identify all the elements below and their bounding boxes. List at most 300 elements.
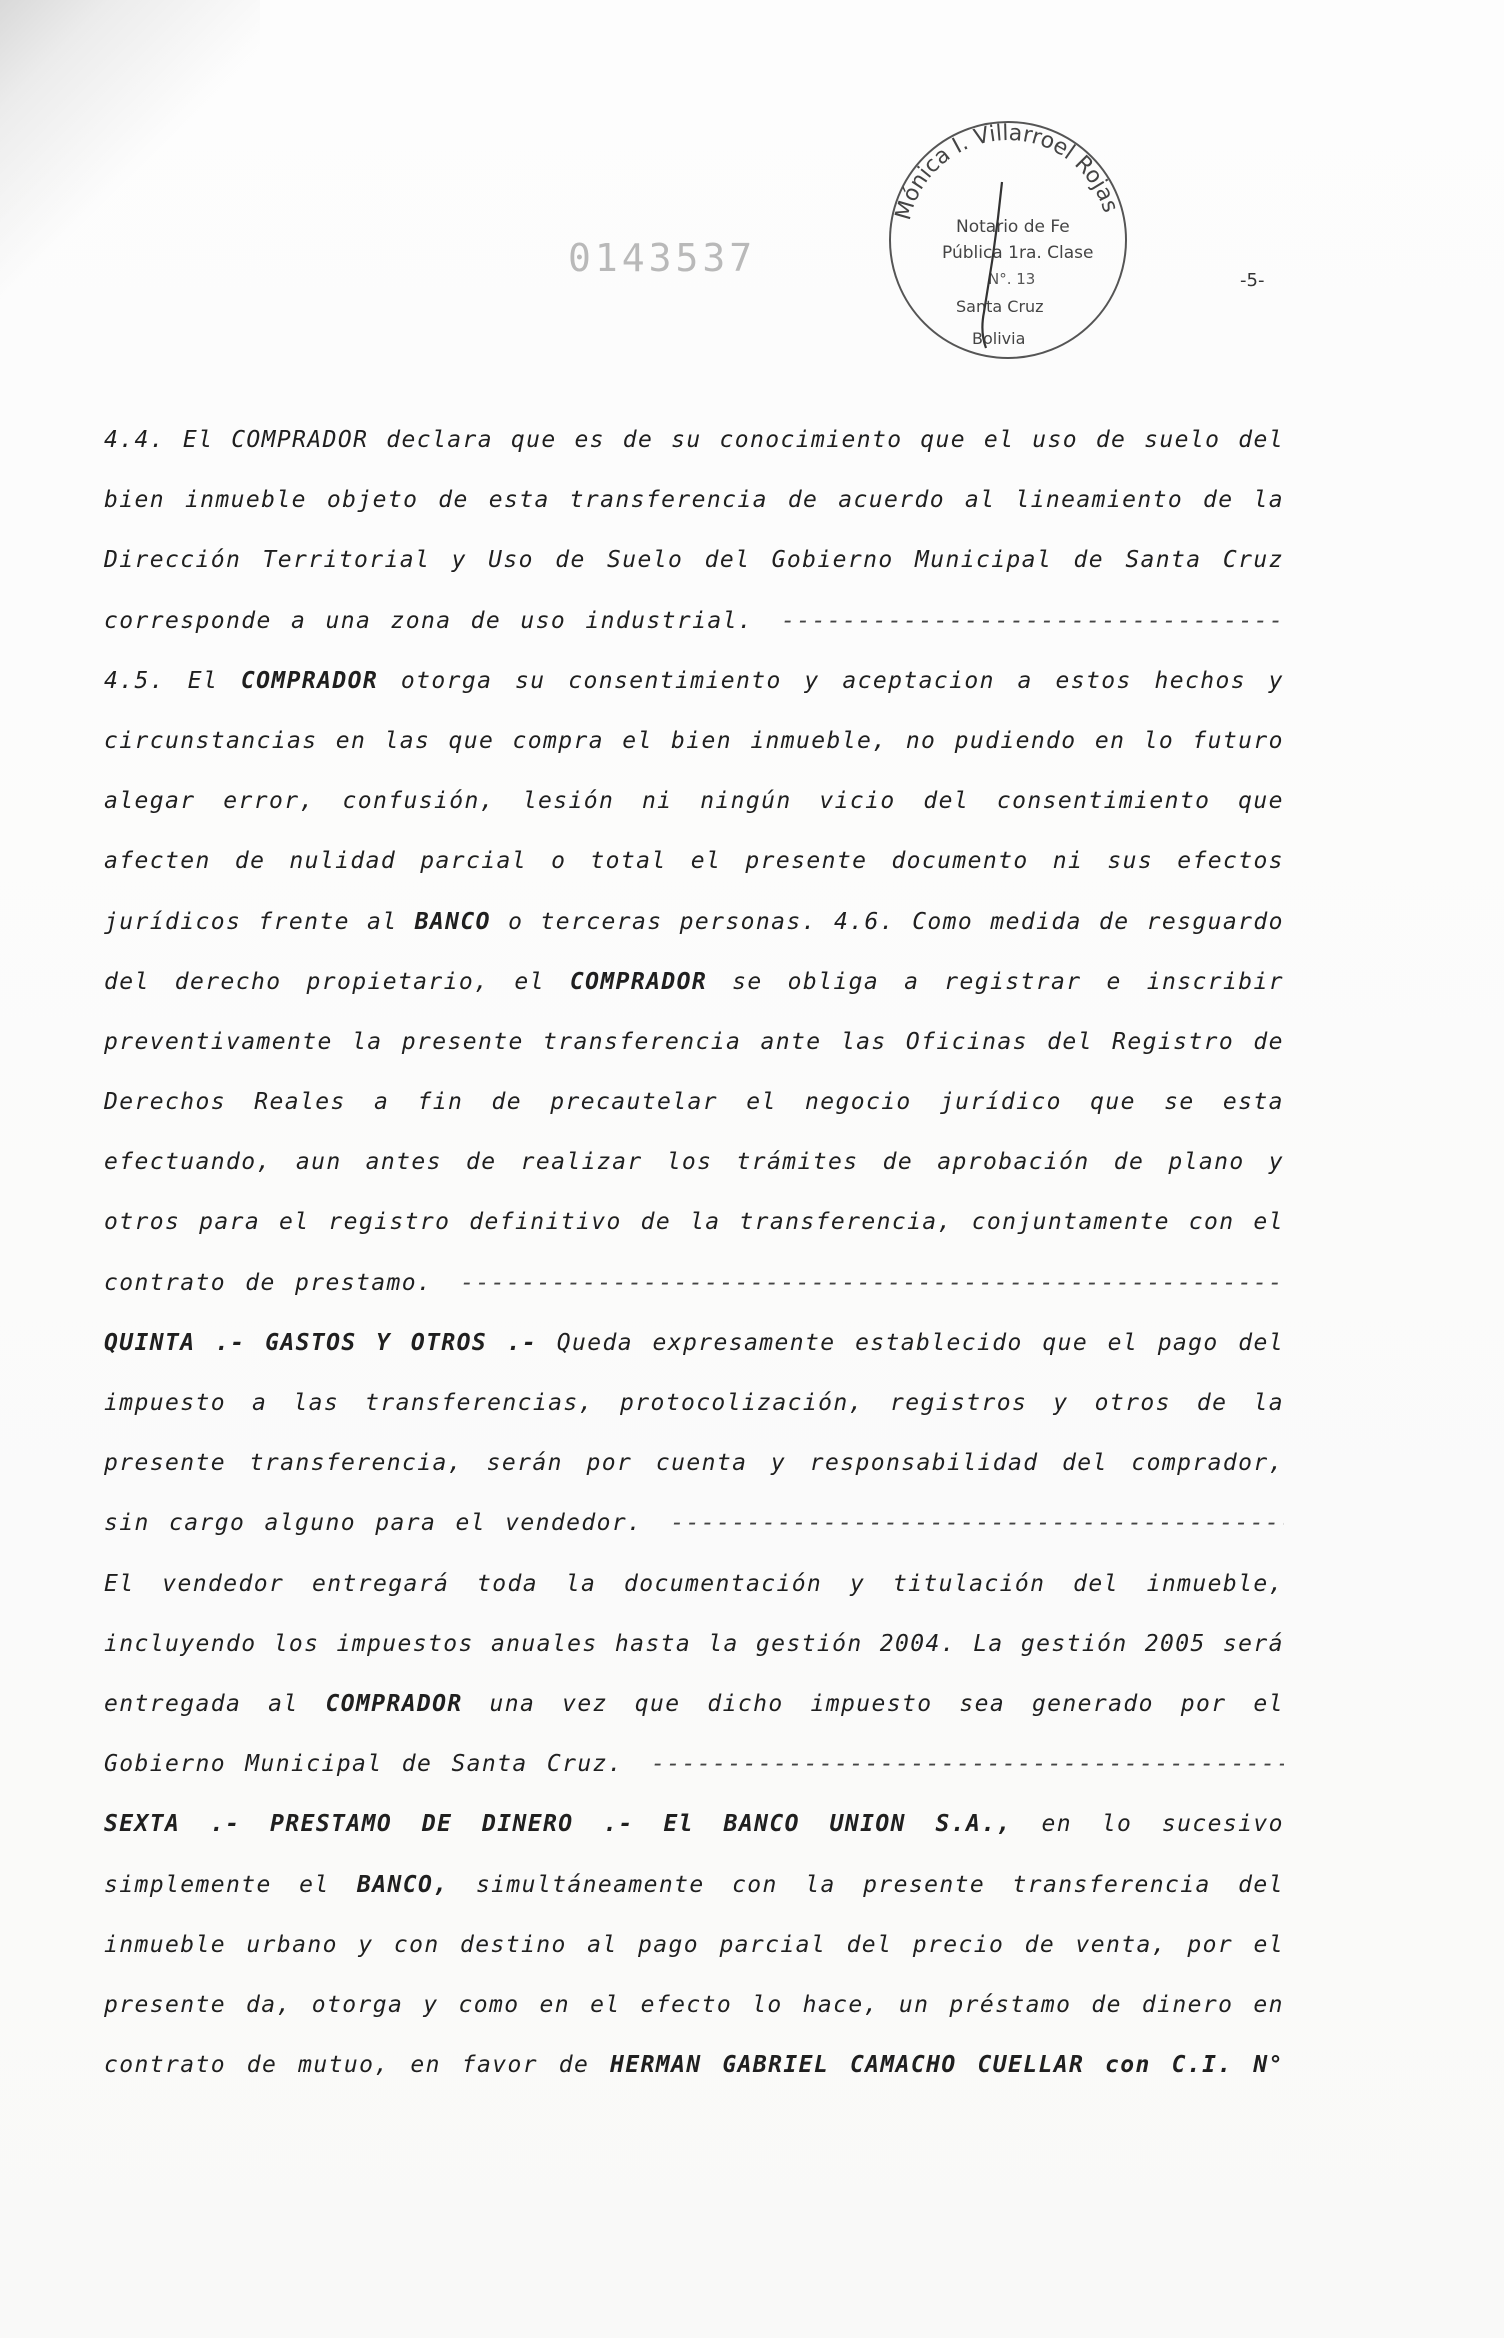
word: consentimiento [996,788,1211,815]
word: BANCO, [357,1871,449,1898]
word: serán [486,1450,563,1477]
word: y [423,1991,439,2018]
word: SEXTA [104,1811,181,1838]
word: ningún [700,788,792,815]
word: los [666,1149,713,1176]
word: sea [959,1690,1006,1717]
word: hasta [614,1630,692,1657]
word: inmueble, [1146,1570,1284,1597]
word: el [1253,1209,1284,1236]
word: presente [745,848,868,875]
dash-filler [670,1493,1284,1553]
word: pago [1157,1329,1219,1356]
word: del [1238,1871,1284,1898]
word: que [1238,788,1284,815]
word: QUINTA [104,1329,196,1356]
word: inmueble [104,1931,226,1958]
word: o [508,908,524,935]
word: trámites [736,1149,859,1176]
word: transferencia, [739,1209,953,1236]
stamp-number: 0143537 [568,236,757,280]
seal-line-5: Bolivia [972,329,1026,348]
text-line [104,831,1284,891]
word: personas. [679,908,817,935]
word: al [587,1931,618,1958]
word: Reales [254,1089,346,1116]
word: El [663,1811,694,1838]
word: fin [417,1089,464,1116]
word: COMPRADOR [569,968,708,995]
word: no [905,727,937,754]
word: del [1238,427,1284,453]
word: circunstancias [104,727,318,754]
word: efectos [1177,848,1284,875]
word: transferencia [543,1028,742,1055]
word: otros [104,1209,181,1236]
word: será [1222,1630,1284,1657]
page-number: -5- [1240,270,1265,291]
word: de [558,2052,590,2079]
word: CAMACHO [849,2052,957,2079]
document-body [104,410,1284,2095]
word: generado [1031,1690,1154,1717]
text-line [104,892,1284,952]
word: y [770,1450,787,1477]
word: afecten [104,848,211,875]
word: otorga [311,1991,404,2018]
word: declara [386,427,493,453]
word: que [448,727,495,754]
word: presente [104,1991,226,2018]
word: de [1253,1028,1284,1055]
word: se [1164,1089,1195,1116]
word: 4.4. [104,427,165,453]
word: Queda [556,1329,633,1356]
word: bien [671,727,733,754]
word: GASTOS [265,1329,357,1356]
word: Municipal [914,547,1053,574]
word: documento [891,848,1029,875]
word: S.A., [935,1811,1012,1838]
word: entregada [104,1690,242,1717]
word: C.I. [1171,2052,1233,2079]
word: transferencias, [365,1390,594,1416]
word: documentación [623,1570,823,1597]
text-line [104,410,1284,470]
word: que [1042,1329,1089,1356]
word: plano [1168,1149,1245,1176]
word: del [1047,1028,1093,1055]
word: aun [295,1149,342,1176]
word: pago [638,1931,700,1958]
word: antes [365,1149,442,1176]
word: el [690,848,722,875]
word: o [551,848,567,875]
word: consentimiento [568,667,782,694]
word: contrato de prestamo. [104,1269,433,1296]
word: a [252,1390,268,1416]
text-line [104,651,1284,711]
word: realizar [520,1149,643,1176]
word: 2005 [1144,1630,1206,1657]
word: inmueble [184,487,307,514]
word: HERMAN [610,2052,702,2079]
word: que [634,1690,681,1717]
word: al [964,487,996,514]
word: de [882,1149,914,1176]
word: transferencia [569,487,768,514]
word: jurídico [939,1089,1062,1116]
text-line [104,1132,1284,1192]
word: de [1024,1931,1056,1958]
folded-corner-shadow [0,0,260,300]
word: PRESTAMO [270,1811,393,1838]
word: de [246,2052,278,2079]
word: de [234,848,266,875]
word: las [384,727,431,754]
word: del [923,788,970,815]
word: UNION [829,1811,906,1838]
word: inscribir [1146,968,1284,995]
word: cuenta [655,1450,748,1477]
word: Registro [1112,1028,1235,1055]
word: presente [104,1450,226,1477]
word: su [515,667,546,694]
seal-line-3: N°. 13 [988,270,1036,288]
word: lineamiento [1015,487,1184,514]
word: lesión [522,788,615,815]
text-line [104,591,1284,651]
word: de [1073,547,1104,574]
word: y [358,1931,374,1958]
word: .- [209,1811,241,1838]
word: terceras [540,908,663,935]
word: corresponde a una zona de uso industrial. [104,607,754,634]
word: parcial [719,1931,827,1958]
dash-filler [651,1734,1284,1794]
word: parcial [420,848,527,875]
text-line [104,1493,1284,1553]
word: lo [1143,727,1175,754]
word: la [708,1630,739,1657]
word: COMPRADOR [325,1690,463,1717]
word: alegar [104,788,196,815]
word: vendedor [162,1570,285,1597]
word: por [1180,1690,1227,1717]
word: de [491,1089,522,1116]
word: como [458,1991,520,2018]
word: establecido [855,1329,1023,1356]
word: otros [1094,1390,1171,1416]
word: negocio [804,1089,912,1116]
word: hace, [802,1991,879,2018]
word: el [514,968,545,995]
text-line [104,530,1284,590]
word: la [689,1209,721,1236]
word: el [299,1871,330,1898]
word: definitivo [469,1209,622,1236]
word: Gobierno Municipal de Santa Cruz. [104,1751,624,1778]
seal-line-2: Pública 1ra. Clase [942,243,1094,263]
word: Uso [488,547,534,574]
word: a [1017,667,1033,694]
word: Derechos [104,1089,226,1116]
word: de [640,1209,672,1236]
word: confusión, [342,788,495,815]
dash-filler [781,591,1284,651]
word: de [555,547,586,574]
word: responsabilidad [809,1450,1039,1477]
word: el [590,1991,621,2018]
word: de [466,1149,497,1176]
text-line [104,1975,1284,2035]
word: y [1268,667,1284,694]
word: error, [223,788,315,815]
word: .- [215,1329,246,1356]
word: obliga [787,968,880,995]
word: 2004. [879,1630,957,1657]
word: de [622,427,654,453]
word: compra [512,727,605,754]
text-line [104,952,1284,1012]
word: lo [752,1991,783,2018]
word: la [1253,1390,1284,1416]
word: 4.6. [834,908,896,935]
word: al [268,1690,299,1717]
word: destino [460,1931,567,1958]
word: .- [603,1811,634,1838]
word: nulidad [289,848,397,875]
word: la [565,1570,597,1597]
word: pudiendo [954,727,1077,754]
word: precautelar [550,1089,718,1116]
word: 4.5. [104,667,165,694]
word: conocimiento [719,427,903,453]
word: del [846,1931,893,1958]
word: gestión [1020,1630,1128,1657]
word: de [787,487,819,514]
word: las [840,1028,887,1055]
word: por [1187,1931,1234,1958]
word: con [732,1871,778,1898]
word: de [438,487,469,514]
text-line [104,2035,1284,2095]
word: ni [1052,848,1084,875]
word: de [1098,908,1130,935]
word: El [104,1570,135,1597]
word: Suelo [607,547,684,574]
word: y [451,547,467,574]
text-line [104,1313,1284,1373]
word: a [373,1089,390,1116]
word: el [1253,1931,1284,1958]
text-line [104,771,1284,831]
word: propietario, [306,968,490,995]
word: futuro [1192,727,1284,754]
word: para [199,1209,261,1236]
word: uso [1032,427,1078,453]
word: El [182,427,214,453]
word: Cruz [1222,547,1284,574]
word: presente [401,1028,524,1055]
word: lo [1101,1811,1133,1838]
word: de [1196,1390,1228,1416]
word: dicho [707,1690,784,1717]
word: su [671,427,702,453]
word: conjuntamente [971,1209,1170,1236]
word: COMPRADOR [231,427,369,453]
word: las [293,1390,340,1416]
text-line [104,1855,1284,1915]
notary-seal-graphic [880,112,1136,368]
word: contrato [104,2052,226,2079]
word: los [273,1630,320,1657]
word: protocolización, [619,1390,864,1416]
text-line [104,1915,1284,1975]
word: frente [258,908,350,935]
word: DINERO [482,1811,574,1838]
word: presente [863,1871,986,1898]
word: ante [760,1028,822,1055]
word: registrar [944,968,1082,995]
word: una [489,1690,536,1717]
word: mutuo, [298,2052,390,2079]
text-line [104,470,1284,530]
word: del [104,968,150,995]
text-line [104,1373,1284,1433]
word: venta, [1075,1931,1167,1958]
word: impuesto [104,1390,226,1416]
word: hechos [1154,667,1246,694]
word: con [393,1931,440,1958]
word: Oficinas [905,1028,1028,1055]
word: registro [328,1209,451,1236]
word: dinero [1141,1991,1234,2018]
word: Gobierno [771,547,894,574]
word: un [898,1991,930,2018]
text-line [104,1072,1284,1132]
word: préstamo [949,1991,1072,2018]
word: Dirección [104,547,242,574]
word: da, [246,1991,292,2018]
word: de [1113,1149,1145,1176]
word: OTROS [410,1329,488,1356]
word: de [1091,1991,1122,2018]
word: transferencia [1012,1871,1211,1898]
word: medida [990,908,1082,935]
word: BANCO [414,908,491,935]
text-line [104,1433,1284,1493]
word: esta [488,487,550,514]
word: acuerdo [838,487,945,514]
notary-seal [880,112,1136,368]
signature-stroke [982,182,1002,348]
word: en [410,2052,441,2079]
word: Como [912,908,974,935]
word: sin cargo alguno para el vendedor. [104,1510,643,1537]
word: bien [104,487,165,514]
word: el [622,727,653,754]
text-line [104,1012,1284,1072]
word: y [1053,1390,1069,1416]
word: incluyendo [104,1630,257,1657]
word: con [1105,2052,1151,2079]
seal-line-1: Notario de Fe [956,217,1070,237]
word: impuesto [810,1690,933,1717]
word: anuales [490,1630,598,1657]
word: en [1041,1811,1072,1838]
word: transferencia, [249,1450,464,1477]
word: otorga [400,667,493,694]
word: que [510,427,557,453]
word: titulación [892,1570,1046,1597]
word: sucesivo [1161,1811,1284,1838]
word: favor [461,2052,538,2079]
word: Territorial [262,547,431,574]
word: la [352,1028,383,1055]
text-line [104,1614,1284,1674]
text-line [104,1253,1284,1313]
word: con [1188,1209,1235,1236]
word: efecto [640,1991,733,2018]
word: al [367,908,398,935]
word: GABRIEL [722,2052,830,2079]
text-line [104,711,1284,771]
word: e [1106,968,1122,995]
word: Y [376,1329,392,1356]
word: la [805,1871,836,1898]
word: del [1238,1329,1284,1356]
word: efectuando, [104,1149,272,1176]
word: simultáneamente [475,1871,705,1898]
word: que [1090,1089,1136,1116]
word: suelo [1144,427,1221,453]
word: urbano [246,1931,338,1958]
word: por [586,1450,633,1477]
word: precio [912,1931,1005,1958]
word: es [574,427,605,453]
seal-line-4: Santa Cruz [956,297,1044,316]
word: en [335,727,367,754]
word: que [920,427,967,453]
word: DE [421,1811,453,1838]
text-line [104,1794,1284,1854]
word: la [1253,487,1284,514]
word: de [1095,427,1127,453]
word: N° [1253,2052,1284,2079]
word: BANCO [723,1811,800,1838]
word: estos [1055,667,1132,694]
word: y [849,1570,866,1597]
word: esta [1222,1089,1284,1116]
word: vez [562,1690,608,1717]
word: ni [641,788,673,815]
word: en [1253,1991,1284,2018]
seal-ring-text: Mónica I. Villarroel Rojas [891,120,1123,223]
word: La [973,1630,1004,1657]
word: CUELLAR [977,2052,1085,2079]
word: expresamente [652,1329,836,1356]
word: del [704,547,751,574]
word: el [279,1209,310,1236]
word: se [732,968,763,995]
word: toda [476,1570,538,1597]
word: aceptacion [842,667,995,694]
word: el [1253,1690,1284,1717]
text-line [104,1734,1284,1794]
word: en [1094,727,1126,754]
word: registros [889,1390,1028,1416]
